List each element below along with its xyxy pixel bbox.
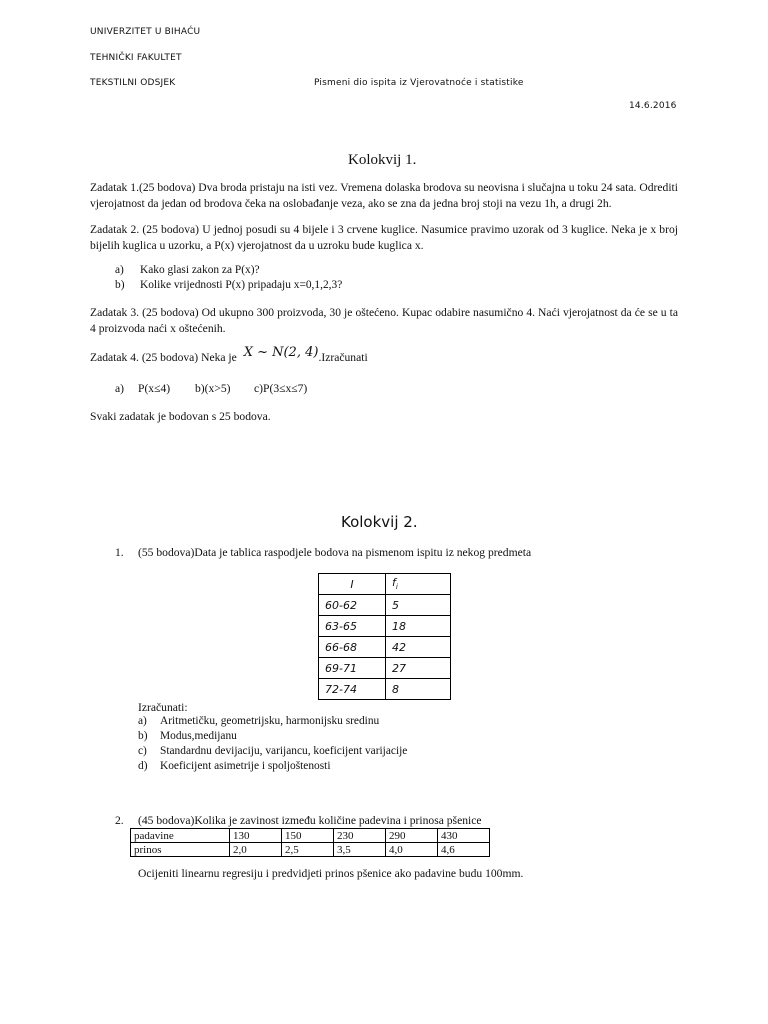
exam-title: Pismeni dio ispita iz Vjerovatnoće i statistike xyxy=(314,78,524,88)
frequency-cell: 8 xyxy=(386,679,451,700)
table-row xyxy=(131,829,490,843)
table-header-row xyxy=(319,574,451,595)
frequency-cell: 5 xyxy=(386,595,451,616)
task4-formula: X ~ N(2, 4) xyxy=(243,345,319,360)
table-row xyxy=(319,616,451,637)
k2-task2-note: Ocijeniti linearnu regresiju i predvidjeti prinos pšenice ako padavine budu 100mm. xyxy=(138,867,524,880)
k2-task2-marker: 2. xyxy=(115,814,124,827)
task4-line xyxy=(90,345,368,366)
table-row xyxy=(319,637,451,658)
task1-text: Zadatak 1.(25 bodova) Dva broda pristaju na isti vez. Vremena dolaska brodova su neovisna i slučajna u toku 24 sata. Odrediti vjerojatnost da jedan od brodova čeka na oslobađanje veza, ako se zna da jedna broj stoji na vezu 1h, a drugi 2h. xyxy=(90,181,678,210)
university-name: UNIVERZITET U BIHAĆU xyxy=(90,27,201,37)
k2-task1-text: (55 bodova)Data je tablica raspodjele bodova na pismenom ispitu iz nekog predmeta xyxy=(138,546,532,559)
task4-prefix: Zadatak 4. (25 bodova) Neka je xyxy=(90,351,237,364)
k2-task2-text: (45 bodova)Kolika je zavinost između količine padevina i prinosa pšenice xyxy=(138,814,482,827)
faculty-name: TEHNIČKI FAKULTET xyxy=(90,53,182,63)
row-label-cell: padavine xyxy=(131,829,230,843)
value-cell: 2,0 xyxy=(230,843,282,857)
frequency-cell: 27 xyxy=(386,658,451,679)
value-cell: 430 xyxy=(438,829,490,843)
frequency-cell: 18 xyxy=(386,616,451,637)
row-label-cell: prinos xyxy=(131,843,230,857)
compute-label: Izračunati: xyxy=(138,701,188,714)
task2-text: Zadatak 2. (25 bodova) U jednoj posudi su 4 bijele i 3 crvene kuglice. Nasumice pravimo uzorak od 3 kuglice. Neka je x broj bijelih kuglica u uzorku, a P(x) vjerojatnost da u uzroku bude kuglica x. xyxy=(90,223,678,252)
value-cell: 4,0 xyxy=(386,843,438,857)
value-cell: 2,5 xyxy=(282,843,334,857)
task4-part-a: P(x≤4) xyxy=(138,382,171,395)
interval-cell: 60-62 xyxy=(319,595,386,616)
interval-cell: 69-71 xyxy=(319,658,386,679)
interval-cell: 63-65 xyxy=(319,616,386,637)
department-name: TEKSTILNI ODSJEK xyxy=(90,78,176,88)
kolokvij1-title: Kolokvij 1. xyxy=(348,152,417,168)
interval-cell: 66-68 xyxy=(319,637,386,658)
table-row xyxy=(131,843,490,857)
table-header-frequency: $f_i$ xyxy=(386,574,451,595)
interval-cell: 72-74 xyxy=(319,679,386,700)
table-row xyxy=(319,679,451,700)
frequency-cell: 42 xyxy=(386,637,451,658)
table-row xyxy=(319,658,451,679)
value-cell: 230 xyxy=(334,829,386,843)
frequency-table xyxy=(318,573,451,700)
rainfall-yield-table xyxy=(130,828,490,857)
scoring-note: Svaki zadatak je bodovan s 25 bodova. xyxy=(90,410,271,423)
task4-part-b: b)(x>5) xyxy=(195,382,231,395)
task4-a-marker: a) xyxy=(115,382,125,395)
task4-part-c: c)P(3≤x≤7) xyxy=(254,382,308,395)
kolokvij2-title: Kolokvij 2. xyxy=(341,513,418,531)
k2-task1-marker: 1. xyxy=(115,546,124,559)
exam-date: 14.6.2016 xyxy=(629,101,677,111)
task4-suffix: .Izračunati xyxy=(318,351,368,364)
value-cell: 130 xyxy=(230,829,282,843)
table-row xyxy=(319,595,451,616)
value-cell: 290 xyxy=(386,829,438,843)
value-cell: 4,6 xyxy=(438,843,490,857)
task3-text: Zadatak 3. (25 bodova) Od ukupno 300 proizvoda, 30 je oštećeno. Kupac odabire nasumično 4. Naći vjerojatnost da će se u ta 4 proizvoda naći x oštećenih. xyxy=(90,306,678,335)
value-cell: 3,5 xyxy=(334,843,386,857)
table-header-interval: I xyxy=(319,574,386,595)
value-cell: 150 xyxy=(282,829,334,843)
